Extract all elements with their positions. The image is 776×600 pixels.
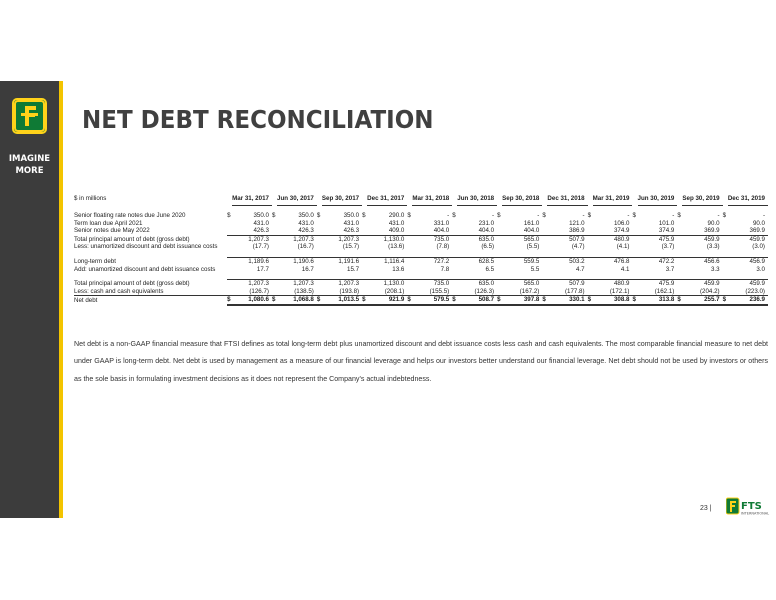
table-cell: (17.7) (252, 243, 269, 251)
row-label: Senior floating rate notes due June 2020 (74, 212, 186, 219)
table-cell: (177.8) (564, 287, 585, 295)
table-cell: 1,207.3 (232, 235, 272, 243)
currency-sign: $ (677, 212, 681, 219)
row-label: Net debt (74, 296, 227, 305)
table-cell: (15.7) (342, 243, 360, 251)
table-cell: 1,207.3 (322, 280, 362, 288)
table-cell: 1,207.3 (277, 280, 317, 288)
table-cell: 472.2 (638, 257, 678, 265)
table-cell: 475.9 (638, 235, 678, 243)
table-cell: 350.0 (298, 212, 314, 219)
table-cell: 313.8 (638, 296, 678, 305)
table-cell: 404.0 (523, 227, 540, 235)
table-cell: 579.5 (412, 296, 452, 305)
currency-sign: $ (407, 296, 411, 304)
currency-sign: $ (542, 296, 546, 304)
table-cell: 431.0 (253, 219, 269, 227)
table-cell: 635.0 (457, 280, 497, 288)
table-cell: 369.9 (749, 227, 765, 235)
tagline (0, 153, 59, 177)
table-cell: 161.0 (523, 219, 540, 227)
column-header: Jun 30, 2019 (638, 192, 678, 206)
table-cell: (3.7) (661, 243, 675, 251)
column-header: Sep 30, 2017 (322, 192, 362, 206)
table-cell: 386.9 (569, 227, 585, 235)
table-cell: 459.9 (728, 235, 768, 243)
table-cell: (162.1) (654, 287, 675, 295)
table-cell: 475.9 (638, 280, 678, 288)
table-cell: (13.6) (388, 243, 405, 251)
table-cell: 404.0 (433, 227, 450, 235)
table-cell: 255.7 (682, 296, 722, 305)
table-cell: - (492, 212, 495, 219)
table-cell: 231.0 (478, 219, 495, 227)
table-cell: 1,130.0 (367, 235, 407, 243)
tagline-line2: MORE (15, 166, 44, 176)
table-row (74, 296, 768, 305)
table-cell: 1,207.3 (322, 235, 362, 243)
table-cell: (126.3) (474, 287, 495, 295)
column-header: Mar 31, 2019 (593, 192, 633, 206)
currency-sign: $ (271, 212, 276, 219)
currency-sign: $ (722, 212, 727, 219)
table-cell: (172.1) (609, 287, 630, 295)
row-label: Term loan due April 2021 (74, 219, 143, 227)
table-cell: 459.9 (682, 280, 722, 288)
table-cell: 735.0 (412, 280, 452, 288)
currency-sign: $ (497, 296, 501, 304)
fts-logo-icon (12, 98, 47, 134)
table-row (74, 212, 768, 220)
table-cell: - (672, 212, 675, 219)
row-label: Add: unamortized discount and debt issuance costs (74, 265, 216, 273)
table-row (74, 257, 768, 265)
table-cell: 431.0 (343, 219, 360, 227)
currency-sign: $ (542, 212, 546, 219)
table-cell: 308.8 (593, 296, 633, 305)
table-cell: 3.0 (756, 265, 765, 273)
row-label: Less: cash and cash equivalents (74, 287, 164, 295)
currency-sign: $ (362, 212, 366, 219)
table-cell: 369.9 (704, 227, 720, 235)
table-cell: 121.0 (569, 219, 585, 227)
sidebar-accent-bar (59, 81, 63, 518)
table-cell: 290.0 (388, 212, 405, 219)
row-label: Long-term debt (74, 257, 116, 265)
column-header: Sep 30, 2019 (682, 192, 722, 206)
column-header: Dec 31, 2018 (547, 192, 587, 206)
currency-sign: $ (316, 296, 321, 304)
table-cell: 409.0 (388, 227, 405, 235)
table-cell: 331.0 (433, 219, 450, 227)
currency-sign: $ (587, 296, 592, 304)
table-row (74, 220, 768, 228)
column-header: Dec 31, 2019 (728, 192, 768, 206)
table-cell: 330.1 (547, 296, 587, 305)
table-cell: 565.0 (502, 235, 542, 243)
table-cell: (204.2) (699, 287, 720, 295)
table-cell: 15.7 (347, 265, 360, 273)
currency-sign: $ (587, 212, 592, 219)
row-label: Total principal amount of debt (gross debt) (74, 279, 190, 287)
table-cell: - (762, 212, 765, 219)
table-cell: 508.7 (457, 296, 497, 305)
table-cell: 350.0 (253, 212, 269, 219)
table-row (74, 288, 768, 296)
table-cell: 628.5 (457, 257, 497, 265)
currency-sign: $ (407, 212, 411, 219)
table-cell: 507.9 (547, 235, 587, 243)
table-cell: 3.7 (665, 265, 675, 273)
table-cell: - (537, 212, 540, 219)
table-cell: - (582, 212, 585, 219)
currency-sign: $ (227, 212, 231, 219)
table-cell: 559.5 (502, 257, 542, 265)
table-cell: 404.0 (478, 227, 495, 235)
table-cell: 426.3 (298, 227, 314, 235)
currency-sign: $ (452, 296, 456, 304)
currency-sign: $ (632, 212, 636, 219)
table-cell: 456.9 (728, 257, 768, 265)
table-cell: 90.0 (752, 219, 765, 227)
table-cell: 90.0 (707, 219, 720, 227)
table-cell: 1,207.3 (277, 235, 317, 243)
table-cell: 374.9 (658, 227, 675, 235)
table-cell: 374.9 (613, 227, 630, 235)
row-label: Total principal amount of debt (gross debt) (74, 235, 190, 243)
table-cell: 13.6 (392, 265, 405, 273)
table-cell: 456.6 (682, 257, 722, 265)
table-cell: 236.9 (728, 296, 768, 305)
table-cell: (3.0) (752, 243, 765, 251)
table-cell: 7.8 (440, 265, 450, 273)
table-cell: 3.3 (710, 265, 720, 273)
table-cell: 397.8 (502, 296, 542, 305)
table-cell: 4.1 (620, 265, 630, 273)
table-cell: 921.9 (367, 296, 407, 305)
table-cell: 1,130.0 (367, 280, 407, 288)
table-header-row (74, 192, 768, 206)
table-cell: (4.1) (616, 243, 630, 251)
table-cell: 459.9 (728, 280, 768, 288)
currency-sign: $ (227, 296, 231, 304)
row-label: Senior notes due May 2022 (74, 227, 150, 235)
column-header: Jun 30, 2018 (457, 192, 497, 206)
table-cell: - (717, 212, 720, 219)
table-cell: 6.5 (485, 265, 495, 273)
page-number: 23 | (700, 505, 712, 512)
table-cell: 727.2 (412, 257, 452, 265)
currency-sign: $ (452, 212, 456, 219)
currency-sign: $ (316, 212, 321, 219)
table-cell: 635.0 (457, 235, 497, 243)
table-row (74, 235, 768, 243)
column-header: Dec 31, 2017 (367, 192, 407, 206)
table-cell: 17.7 (256, 265, 269, 273)
column-header: Mar 31, 2018 (412, 192, 452, 206)
table-cell: 431.0 (298, 219, 314, 227)
table-cell: (16.7) (297, 243, 314, 251)
table-cell: 350.0 (343, 212, 360, 219)
table-cell: 101.0 (658, 219, 675, 227)
net-debt-footnote: Net debt is a non-GAAP financial measure that FTSI defines as total long-term debt plus unamortized discount and debt issuance costs less cash and cash equivalents. The most comparable financial measure to net debt under GAAP is long-term debt. Net debt is used by management as a measure of our financial leverage and helps our investors better understand our financial leverage. Net debt should not be used by investors or others as the sole basis in formulating investment decisions as it does not represent the Company's actual indebtedness. (74, 340, 768, 383)
currency-sign: $ (271, 296, 276, 304)
table-row (74, 266, 768, 274)
net-debt-table (74, 192, 768, 306)
table-cell: (193.8) (339, 287, 360, 295)
table-cell: 1,013.5 (322, 296, 362, 305)
table-cell: - (447, 212, 450, 219)
table-row (74, 280, 768, 288)
units-label: $ in millions (74, 194, 107, 202)
table-cell: (5.5) (526, 243, 540, 251)
table-cell: 16.7 (301, 265, 314, 273)
table-cell: 480.9 (593, 235, 633, 243)
table-cell: 431.0 (388, 219, 405, 227)
currency-sign: $ (362, 296, 366, 304)
column-header: Jun 30, 2017 (277, 192, 317, 206)
table-cell: 5.5 (530, 265, 540, 273)
sidebar (0, 81, 59, 518)
table-cell: (7.8) (436, 243, 450, 251)
table-cell: 565.0 (502, 280, 542, 288)
tagline-line1: IMAGINE (8, 154, 51, 164)
table-cell: 4.7 (575, 265, 585, 273)
table-cell: (155.5) (429, 287, 450, 295)
page-title: NET DEBT RECONCILIATION (82, 105, 434, 134)
table-cell: 1,190.6 (277, 257, 317, 265)
fts-footer-logo-icon (726, 497, 771, 517)
table-row (74, 243, 768, 251)
table-cell: (6.5) (481, 243, 495, 251)
currency-sign: $ (632, 296, 636, 304)
currency-sign: $ (497, 212, 501, 219)
table-cell: 1,189.6 (232, 257, 272, 265)
footer-logo-subtext: INTERNATIONAL (741, 511, 770, 516)
column-header: Mar 31, 2017 (232, 192, 272, 206)
table-cell: 480.9 (593, 280, 633, 288)
table-cell: (223.0) (745, 287, 765, 295)
table-cell: (4.7) (571, 243, 585, 251)
table-cell: 1,116.4 (367, 257, 407, 265)
table-cell: 1,080.6 (232, 296, 272, 305)
table-cell: (138.5) (294, 287, 314, 295)
table-cell: 503.2 (547, 257, 587, 265)
table-cell: 1,068.8 (277, 296, 317, 305)
currency-sign: $ (722, 296, 727, 304)
row-label: Less: unamortized discount and debt issuance costs (74, 243, 218, 251)
footer-logo-text: FTS (741, 501, 762, 512)
table-cell: 1,207.3 (232, 280, 272, 288)
table-cell: (167.2) (519, 287, 540, 295)
table-cell: 1,191.6 (322, 257, 362, 265)
table-cell: 426.3 (343, 227, 360, 235)
table-cell: 507.9 (547, 280, 587, 288)
currency-sign: $ (677, 296, 681, 304)
table-cell: (208.1) (384, 287, 405, 295)
table-cell: 426.3 (253, 227, 269, 235)
table-cell: - (627, 212, 630, 219)
table-cell: 735.0 (412, 235, 452, 243)
table-cell: (126.7) (249, 287, 269, 295)
table-cell: (3.3) (706, 243, 720, 251)
table-cell: 459.9 (682, 235, 722, 243)
table-cell: 476.8 (593, 257, 633, 265)
table-cell: 106.0 (613, 219, 630, 227)
column-header: Sep 30, 2018 (502, 192, 542, 206)
table-row (74, 227, 768, 235)
